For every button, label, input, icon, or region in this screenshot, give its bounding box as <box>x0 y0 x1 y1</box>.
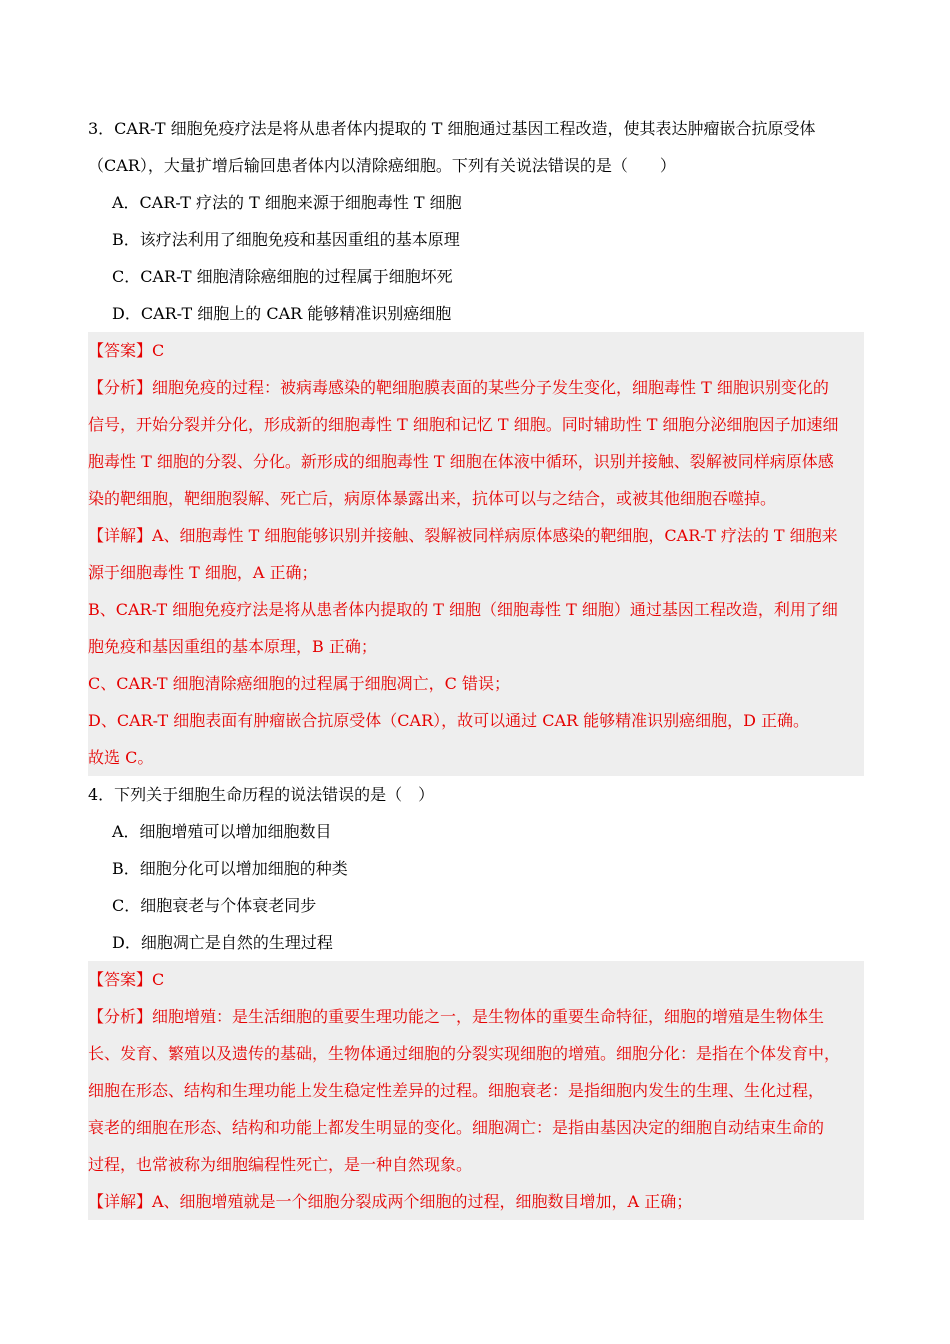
analysis-line: 染的靶细胞，靶细胞裂解、死亡后，病原体暴露出来，抗体可以与之结合，或被其他细胞吞噬掉。 <box>88 489 777 508</box>
answer-line: 【答案】C <box>88 341 165 360</box>
document-page <box>88 110 864 1220</box>
option-b: B．细胞分化可以增加细胞的种类 <box>112 859 348 878</box>
option-a: A．细胞增殖可以增加细胞数目 <box>112 822 332 841</box>
stem-line: 4．下列关于细胞生命历程的说法错误的是（ ） <box>88 785 435 804</box>
question-3-stem <box>88 110 864 184</box>
analysis-line: 【分析】细胞免疫的过程：被病毒感染的靶细胞膜表面的某些分子发生变化，细胞毒性 T 细胞识别变化的 <box>88 378 829 397</box>
analysis-line: 细胞在形态、结构和生理功能上发生稳定性差异的过程。细胞衰老：是指细胞内发生的生理、生化过程， <box>88 1081 825 1100</box>
question-4-options <box>88 813 864 961</box>
question-3-options <box>88 184 864 332</box>
answer-line: 【答案】C <box>88 970 165 989</box>
question-3 <box>88 110 864 776</box>
option-a: A．CAR-T 疗法的 T 细胞来源于细胞毒性 T 细胞 <box>112 193 462 212</box>
stem-line: （CAR），大量扩增后输回患者体内以清除癌细胞。下列有关说法错误的是（ ） <box>88 156 676 175</box>
analysis-line: 信号，开始分裂并分化，形成新的细胞毒性 T 细胞和记忆 T 细胞。同时辅助性 T 细胞分泌细胞因子加速细 <box>88 415 839 434</box>
option-c: C．CAR-T 细胞清除癌细胞的过程属于细胞坏死 <box>112 267 453 286</box>
explanation-line: 【详解】A、细胞增殖就是一个细胞分裂成两个细胞的过程，细胞数目增加，A 正确； <box>88 1192 693 1211</box>
analysis-line: 长、发育、繁殖以及遗传的基础，生物体通过细胞的分裂实现细胞的增殖。细胞分化：是指在个体发育中， <box>88 1044 841 1063</box>
question-4-solution <box>88 961 864 1220</box>
analysis-line: 过程，也常被称为细胞编程性死亡，是一种自然现象。 <box>88 1155 473 1174</box>
question-4-stem <box>88 776 864 813</box>
analysis-line: 胞毒性 T 细胞的分裂、分化。新形成的细胞毒性 T 细胞在体液中循环，识别并接触、裂解被同样病原体感 <box>88 452 834 471</box>
explanation-line: 源于细胞毒性 T 细胞，A 正确； <box>88 563 318 582</box>
conclusion-line: 故选 C。 <box>88 748 154 767</box>
stem-line: 3．CAR-T 细胞免疫疗法是将从患者体内提取的 T 细胞通过基因工程改造，使其表达肿瘤嵌合抗原受体 <box>88 119 816 138</box>
option-c: C．细胞衰老与个体衰老同步 <box>112 896 317 915</box>
option-d: D．CAR-T 细胞上的 CAR 能够精准识别癌细胞 <box>112 304 452 323</box>
option-d: D．细胞凋亡是自然的生理过程 <box>112 933 333 952</box>
option-b: B．该疗法利用了细胞免疫和基因重组的基本原理 <box>112 230 460 249</box>
explanation-line: 【详解】A、细胞毒性 T 细胞能够识别并接触、裂解被同样病原体感染的靶细胞，CAR-T 疗法的 T 细胞来 <box>88 526 838 545</box>
question-3-solution <box>88 332 864 776</box>
question-4 <box>88 776 864 1220</box>
explanation-line: C、CAR-T 细胞清除癌细胞的过程属于细胞凋亡，C 错误； <box>88 674 511 693</box>
explanation-line: D、CAR-T 细胞表面有肿瘤嵌合抗原受体（CAR），故可以通过 CAR 能够精准识别癌细胞，D 正确。 <box>88 711 810 730</box>
analysis-line: 衰老的细胞在形态、结构和功能上都发生明显的变化。细胞凋亡：是指由基因决定的细胞自动结束生命的 <box>88 1118 825 1137</box>
explanation-line: B、CAR-T 细胞免疫疗法是将从患者体内提取的 T 细胞（细胞毒性 T 细胞）通过基因工程改造，利用了细 <box>88 600 838 619</box>
analysis-line: 【分析】细胞增殖：是生活细胞的重要生理功能之一，是生物体的重要生命特征，细胞的增殖是生物体生 <box>88 1007 825 1026</box>
explanation-line: 胞免疫和基因重组的基本原理，B 正确； <box>88 637 377 656</box>
